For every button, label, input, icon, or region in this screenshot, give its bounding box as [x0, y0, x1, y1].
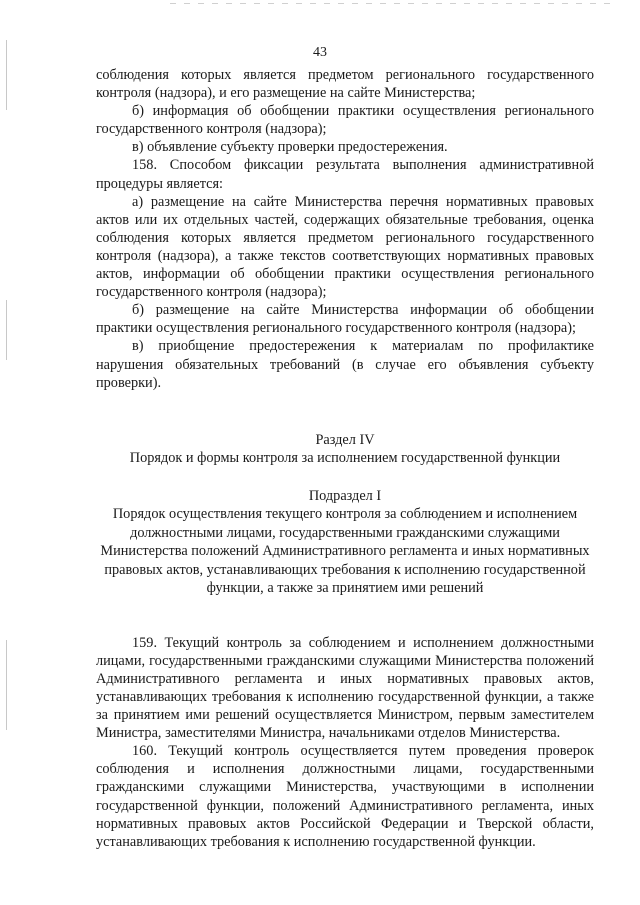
- page-content: [96, 66, 594, 851]
- spacer: [96, 468, 594, 487]
- paragraph: 158. Способом фиксации результата выполнения административной процедуры является:: [96, 157, 594, 192]
- paragraph: соблюдения которых является предметом регионального государственного контроля (надзора), и его размещение на сайте Министерства;: [96, 67, 594, 102]
- scan-artifact-left: [6, 300, 7, 360]
- section-label: Раздел IV: [315, 431, 375, 448]
- paragraph: в) объявление субъекту проверки предостережения.: [132, 139, 448, 156]
- subsection-title: Порядок осуществления текущего контроля за соблюдением и исполнением должностными лицами, государственными гражданскими служащими Министерства положений Административного регламента и иных нормативных правовых актов, устанавливающих требования к исполнению государственной функции, а также за принятием ими решений: [100, 506, 590, 597]
- paragraph: 160. Текущий контроль осуществляется путем проведения проверок соблюдения и исполнения должностными лицами, государственными гражданскими служащими Министерства, участвующими в исполнении государственной функции, положений Административного регламента, иных нормативных правовых актов Российской Федерации и Тверской области, устанавливающих требования к исполнению государственной функции.: [96, 743, 594, 850]
- paragraph: б) информация об обобщении практики осуществления регионального государственного контроля (надзора);: [96, 103, 594, 138]
- paragraph: а) размещение на сайте Министерства перечня нормативных правовых актов или их отдельных частей, содержащих обязательные требования, оценка соблюдения которых является предметом регионального государственного контроля (надзора), а также текстов соответствующих нормативных правовых актов, информации об обобщении практики осуществления регионального государственного контроля (надзора);: [96, 193, 594, 301]
- paragraph: 159. Текущий контроль за соблюдением и исполнением должностными лицами, государственными гражданскими служащими Министерства положений Административного регламента и иных нормативных правовых актов, устанавливающих требования к исполнению государственной функции, а также за принятием ими решений осуществляется Министром, первым заместителем Министра, заместителями Министра, начальниками отделов Министерства.: [96, 634, 594, 742]
- section-title: Порядок и формы контроля за исполнением государственной функции: [129, 450, 561, 467]
- spacer: [96, 598, 594, 634]
- spacer: [96, 392, 594, 431]
- scan-artifact-left: [6, 640, 7, 730]
- page-number: 43: [313, 45, 327, 60]
- subsection-label: Подраздел I: [308, 487, 382, 504]
- scan-artifact-top: [170, 3, 610, 4]
- paragraph: в) приобщение предостережения к материалам по профилактике нарушения обязательных требований (в случае его объявления субъекту проверки).: [96, 338, 594, 391]
- paragraph: б) размещение на сайте Министерства информации об обобщении практики осуществления регионального государственного контроля (надзора);: [96, 302, 594, 337]
